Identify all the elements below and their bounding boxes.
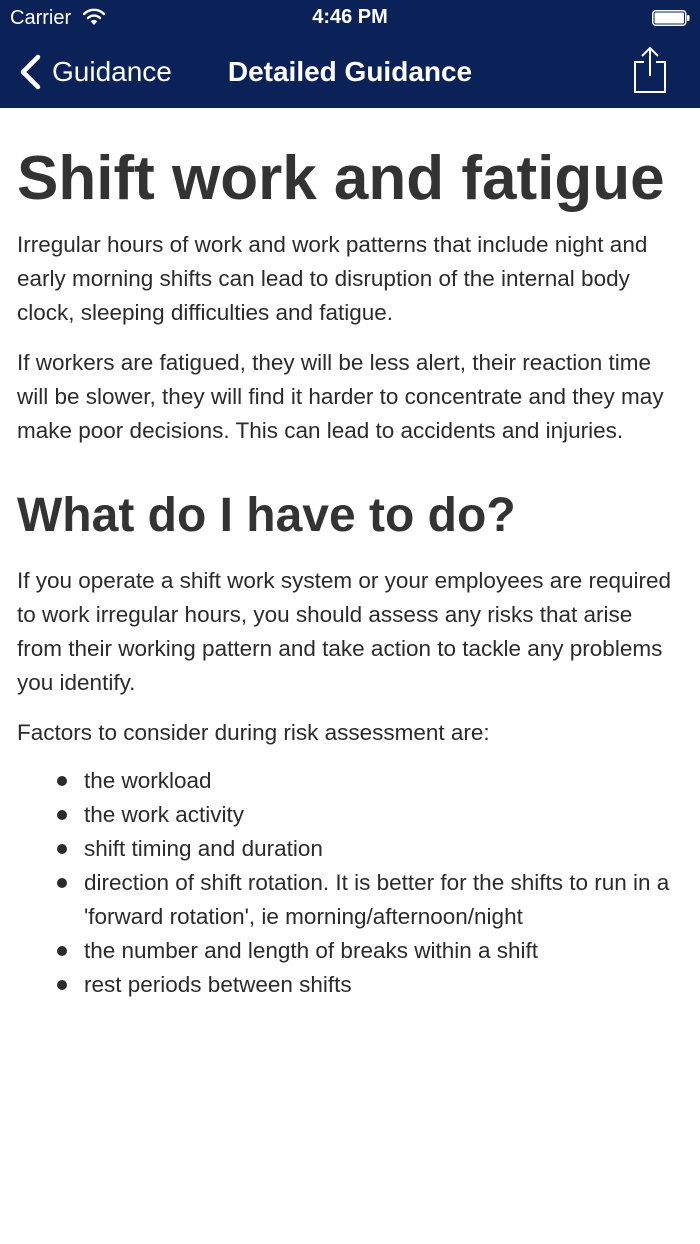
bullet-icon (57, 844, 67, 854)
bullet-icon (57, 810, 67, 820)
page-title: Shift work and fatigue (17, 144, 665, 213)
back-button-label: Guidance (52, 56, 172, 87)
nav-title: Detailed Guidance (227, 56, 473, 87)
paragraph-factors-intro: Factors to consider during risk assessment are: (17, 720, 490, 745)
bullet-icon (57, 980, 67, 990)
bullet-icon (57, 946, 67, 956)
bullet-icon (57, 776, 67, 786)
list-item (84, 866, 683, 934)
list-item-text: the number and length of breaks within a shift (84, 938, 539, 963)
list-item (84, 934, 683, 968)
status-bar (0, 0, 700, 36)
share-icon[interactable] (632, 46, 668, 94)
section-heading: What do I have to do? (17, 489, 516, 542)
article-content (17, 108, 683, 1002)
battery-icon (652, 10, 690, 26)
list-item-text: direction of shift rotation. It is better for the shifts to run in a 'forward rotation', ie morning/afternoon/night (84, 870, 670, 929)
paragraph-fatigue-effects: If workers are fatigued, they will be less alert, their reaction time will be slower, they will find it harder to concentrate and they may make poor decisions. This can lead to accidents and injuries. (17, 350, 664, 443)
bullet-icon (57, 878, 67, 888)
navigation-bar (0, 36, 700, 108)
status-time: 4:46 PM (312, 6, 388, 28)
factors-list (17, 764, 683, 1002)
list-item-text: rest periods between shifts (84, 972, 352, 997)
top-bar (0, 0, 700, 108)
paragraph-requirements: If you operate a shift work system or your employees are required to work irregular hours, you should assess any risks that arise from their working pattern and take action to tackle any problems you identify. (17, 568, 672, 695)
list-item (84, 832, 683, 866)
list-item-text: the work activity (84, 802, 245, 827)
paragraph-intro: Irregular hours of work and work patterns that include night and early morning shifts can lead to disruption of the internal body clock, sleeping difficulties and fatigue. (17, 232, 648, 325)
list-item-text: the workload (84, 768, 212, 793)
list-item (84, 764, 683, 798)
list-item (84, 968, 683, 1002)
list-item (84, 798, 683, 832)
list-item-text: shift timing and duration (84, 836, 323, 861)
carrier-label: Carrier (10, 7, 72, 29)
